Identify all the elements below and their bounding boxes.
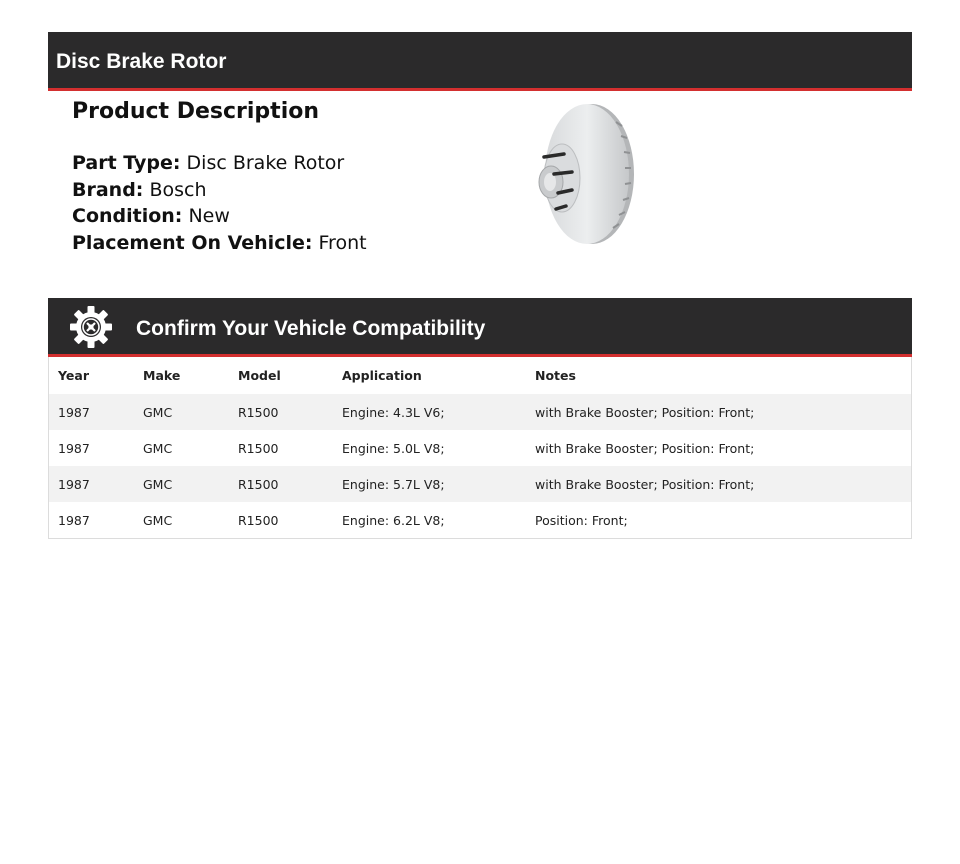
product-title-banner: [48, 32, 912, 91]
spec-part-type: [72, 150, 492, 177]
spec-list: [72, 150, 492, 256]
cell-make: GMC: [143, 404, 173, 420]
column-header-application: Application: [342, 368, 422, 383]
cell-notes: Position: Front;: [535, 512, 628, 528]
compatibility-title: Confirm Your Vehicle Compatibility: [136, 317, 486, 340]
table-header-row: [49, 357, 911, 394]
gear-car-icon: [70, 306, 112, 348]
compatibility-table-container: [48, 357, 912, 539]
cell-make: GMC: [143, 476, 173, 492]
cell-year: 1987: [58, 476, 90, 492]
column-header-year: Year: [58, 368, 89, 383]
cell-application: Engine: 6.2L V8;: [342, 512, 445, 528]
cell-year: 1987: [58, 512, 90, 528]
brake-rotor-image: [532, 102, 638, 246]
column-header-notes: Notes: [535, 368, 576, 383]
cell-model: R1500: [238, 512, 279, 528]
spec-placement: [72, 230, 492, 257]
spec-brand: [72, 177, 492, 204]
spec-label: Brand:: [72, 178, 144, 201]
spec-value: Bosch: [149, 178, 207, 201]
compatibility-banner: [48, 298, 912, 357]
spec-value: Disc Brake Rotor: [186, 152, 345, 174]
cell-application: Engine: 5.7L V8;: [342, 476, 445, 492]
table-row: [49, 430, 911, 466]
cell-notes: with Brake Booster; Position: Front;: [535, 440, 755, 456]
table-row: [49, 502, 911, 538]
table-row: [49, 466, 911, 502]
compatibility-table: [49, 357, 911, 538]
spec-label: Condition:: [72, 205, 183, 227]
cell-model: R1500: [238, 404, 279, 420]
cell-make: GMC: [143, 440, 173, 456]
cell-notes: with Brake Booster; Position: Front;: [535, 404, 755, 420]
product-description: [72, 96, 492, 256]
cell-model: R1500: [238, 476, 279, 492]
spec-value: Front: [318, 231, 367, 254]
cell-make: GMC: [143, 512, 173, 528]
spec-condition: [72, 203, 492, 230]
table-row: [49, 394, 911, 430]
spec-label: Part Type:: [72, 152, 181, 174]
spec-label: Placement On Vehicle:: [72, 231, 313, 254]
cell-year: 1987: [58, 404, 90, 420]
column-header-make: Make: [143, 368, 181, 383]
cell-year: 1987: [58, 440, 90, 456]
cell-application: Engine: 5.0L V8;: [342, 440, 445, 456]
cell-application: Engine: 4.3L V6;: [342, 404, 445, 420]
cell-model: R1500: [238, 440, 279, 456]
spec-value: New: [188, 205, 230, 227]
description-heading: Product Description: [72, 99, 320, 124]
cell-notes: with Brake Booster; Position: Front;: [535, 476, 755, 492]
product-title: Disc Brake Rotor: [56, 50, 227, 73]
column-header-model: Model: [238, 368, 281, 383]
